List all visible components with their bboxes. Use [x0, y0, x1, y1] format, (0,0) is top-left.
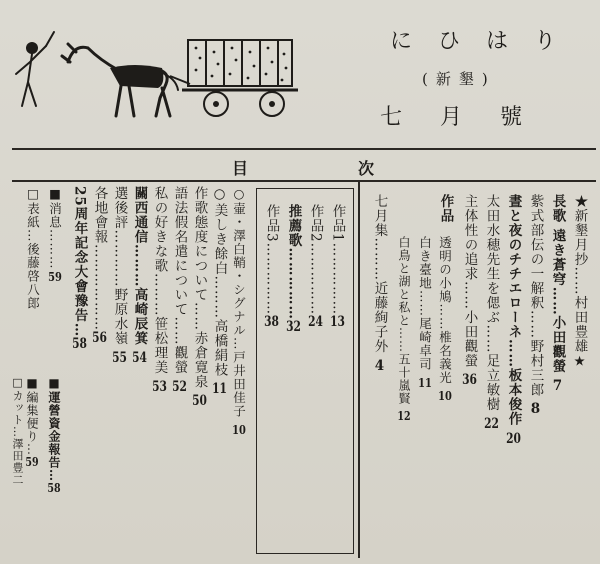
toc-entry[interactable]: 太田水穂先生を偲ぶ……足立敏樹 22: [483, 194, 500, 431]
masthead: [360, 18, 583, 138]
toc-divider: [12, 180, 596, 182]
toc-entry[interactable]: 作歌態度について……赤倉寛泉 50: [191, 186, 208, 408]
toc-entry[interactable]: 選後評…………野原水嶺 55: [111, 186, 128, 365]
toc-entry[interactable]: ○壷・澤白鞘・シグナル…戸井田佳子 10: [231, 186, 247, 436]
toc-entry[interactable]: 語法假名遣について……觀螢 52: [171, 186, 188, 394]
sakuhin-heading: 作品: [437, 194, 454, 223]
toc-entry[interactable]: ■消息………59: [47, 186, 63, 282]
toc-entry[interactable]: 主体性の追求……小田觀螢 36: [461, 194, 478, 387]
horse-cart-illustration: [10, 18, 300, 128]
toc-entry[interactable]: 推薦歌……………32: [285, 204, 302, 334]
toc-entry[interactable]: 長歌 遠き蒼穹……小田觀螢 7: [549, 194, 566, 393]
toc-heading: 目次: [232, 159, 485, 178]
toc-entry[interactable]: 晝と夜のチチエローネ……板本俊作 20: [505, 194, 522, 446]
table-of-contents: [12, 148, 596, 558]
toc-entry[interactable]: ★新墾月抄……村田豊雄★: [571, 194, 588, 371]
toc-entry[interactable]: 白き臺地……尾崎卓司 11: [417, 236, 433, 389]
toc-entry[interactable]: □表紙…後藤啓八郎: [25, 186, 41, 310]
magazine-title: にひはり: [390, 29, 583, 54]
toc-entry[interactable]: 紫式部伝の一解釈……野村三郎 8: [527, 194, 544, 416]
toc-entry[interactable]: 關西通信………高崎辰箕 54: [131, 186, 148, 365]
toc-entry[interactable]: □カット…澤田豊二: [11, 376, 24, 486]
toc-entry[interactable]: 25周年記念大會豫告…58: [71, 186, 88, 351]
toc-entry[interactable]: 作品2……………24: [307, 204, 324, 329]
toc-entry[interactable]: ○美しき餘白………高橋絹枝 11: [211, 186, 228, 396]
toc-entry[interactable]: ■編集便り…59: [25, 376, 39, 468]
toc-entry[interactable]: 各地會報………………56: [91, 186, 108, 345]
section-divider: [358, 180, 360, 558]
toc-entry[interactable]: 七月集………近藤絢子外 4: [371, 194, 388, 373]
issue-month: 七月號: [380, 105, 561, 130]
toc-entry[interactable]: 白鳥と湖と私と……五十嵐賢 12: [397, 236, 411, 422]
magazine-subtitle: (新墾): [422, 70, 496, 88]
toc-entry[interactable]: ■運營資金報告…58: [47, 376, 61, 494]
toc-entry[interactable]: 作品3……………38: [263, 204, 280, 329]
toc-entry[interactable]: 透明の小鳩……椎名義光 10: [437, 236, 453, 402]
toc-entry[interactable]: 私の好きな歌………笹松理美 53: [151, 186, 168, 394]
toc-entry[interactable]: 作品1……………13: [329, 204, 346, 329]
